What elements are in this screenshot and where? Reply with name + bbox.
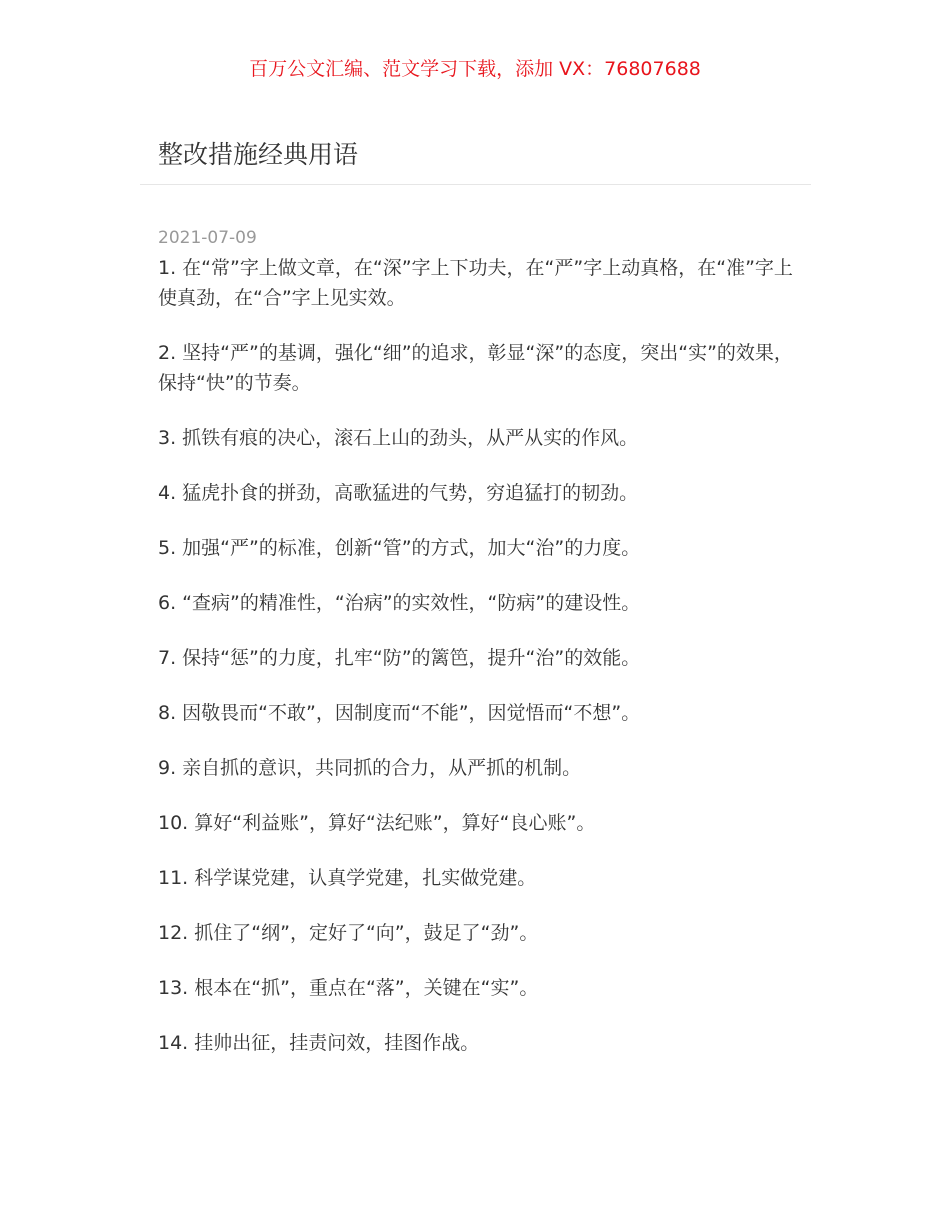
publish-date: 2021-07-09: [158, 228, 257, 248]
list-item: 10. 算好“利益账”，算好“法纪账”，算好“良心账”。: [158, 812, 596, 834]
list-item: 13. 根本在“抓”，重点在“落”，关键在“实”。: [158, 977, 539, 999]
list-item: 1. 在“常”字上做文章，在“深”字上下功夫，在“严”字上动真格，在“准”字上使真劲，在“合”字上见实效。: [158, 257, 793, 309]
list-item: 4. 猛虎扑食的拼劲，高歌猛进的气势，穷追猛打的韧劲。: [158, 482, 639, 504]
article-list: [158, 253, 798, 1083]
list-item: 12. 抓住了“纲”，定好了“向”，鼓足了“劲”。: [158, 922, 539, 944]
list-item: 2. 坚持“严”的基调，强化“细”的追求，彰显“深”的态度，突出“实”的效果，保持“快”的节奏。: [158, 342, 793, 394]
promo-banner: 百万公文汇编、范文学习下载，添加 VX：76807688: [249, 58, 701, 80]
list-item: 3. 抓铁有痕的决心，滚石上山的劲头，从严从实的作风。: [158, 427, 639, 449]
list-item: 5. 加强“严”的标准，创新“管”的方式，加大“治”的力度。: [158, 537, 641, 559]
list-item: 11. 科学谋党建，认真学党建，扎实做党建。: [158, 867, 537, 889]
article-title: 整改措施经典用语: [158, 140, 359, 169]
list-item: 14. 挂帅出征，挂责问效，挂图作战。: [158, 1032, 480, 1054]
list-item: 8. 因敬畏而“不敢”，因制度而“不能”，因觉悟而“不想”。: [158, 702, 641, 724]
list-item: 6. “查病”的精准性，“治病”的实效性，“防病”的建设性。: [158, 592, 641, 614]
list-item: 9. 亲自抓的意识，共同抓的合力，从严抓的机制。: [158, 757, 582, 779]
list-item: 7. 保持“惩”的力度，扎牢“防”的篱笆，提升“治”的效能。: [158, 647, 641, 669]
title-divider: [140, 184, 811, 185]
